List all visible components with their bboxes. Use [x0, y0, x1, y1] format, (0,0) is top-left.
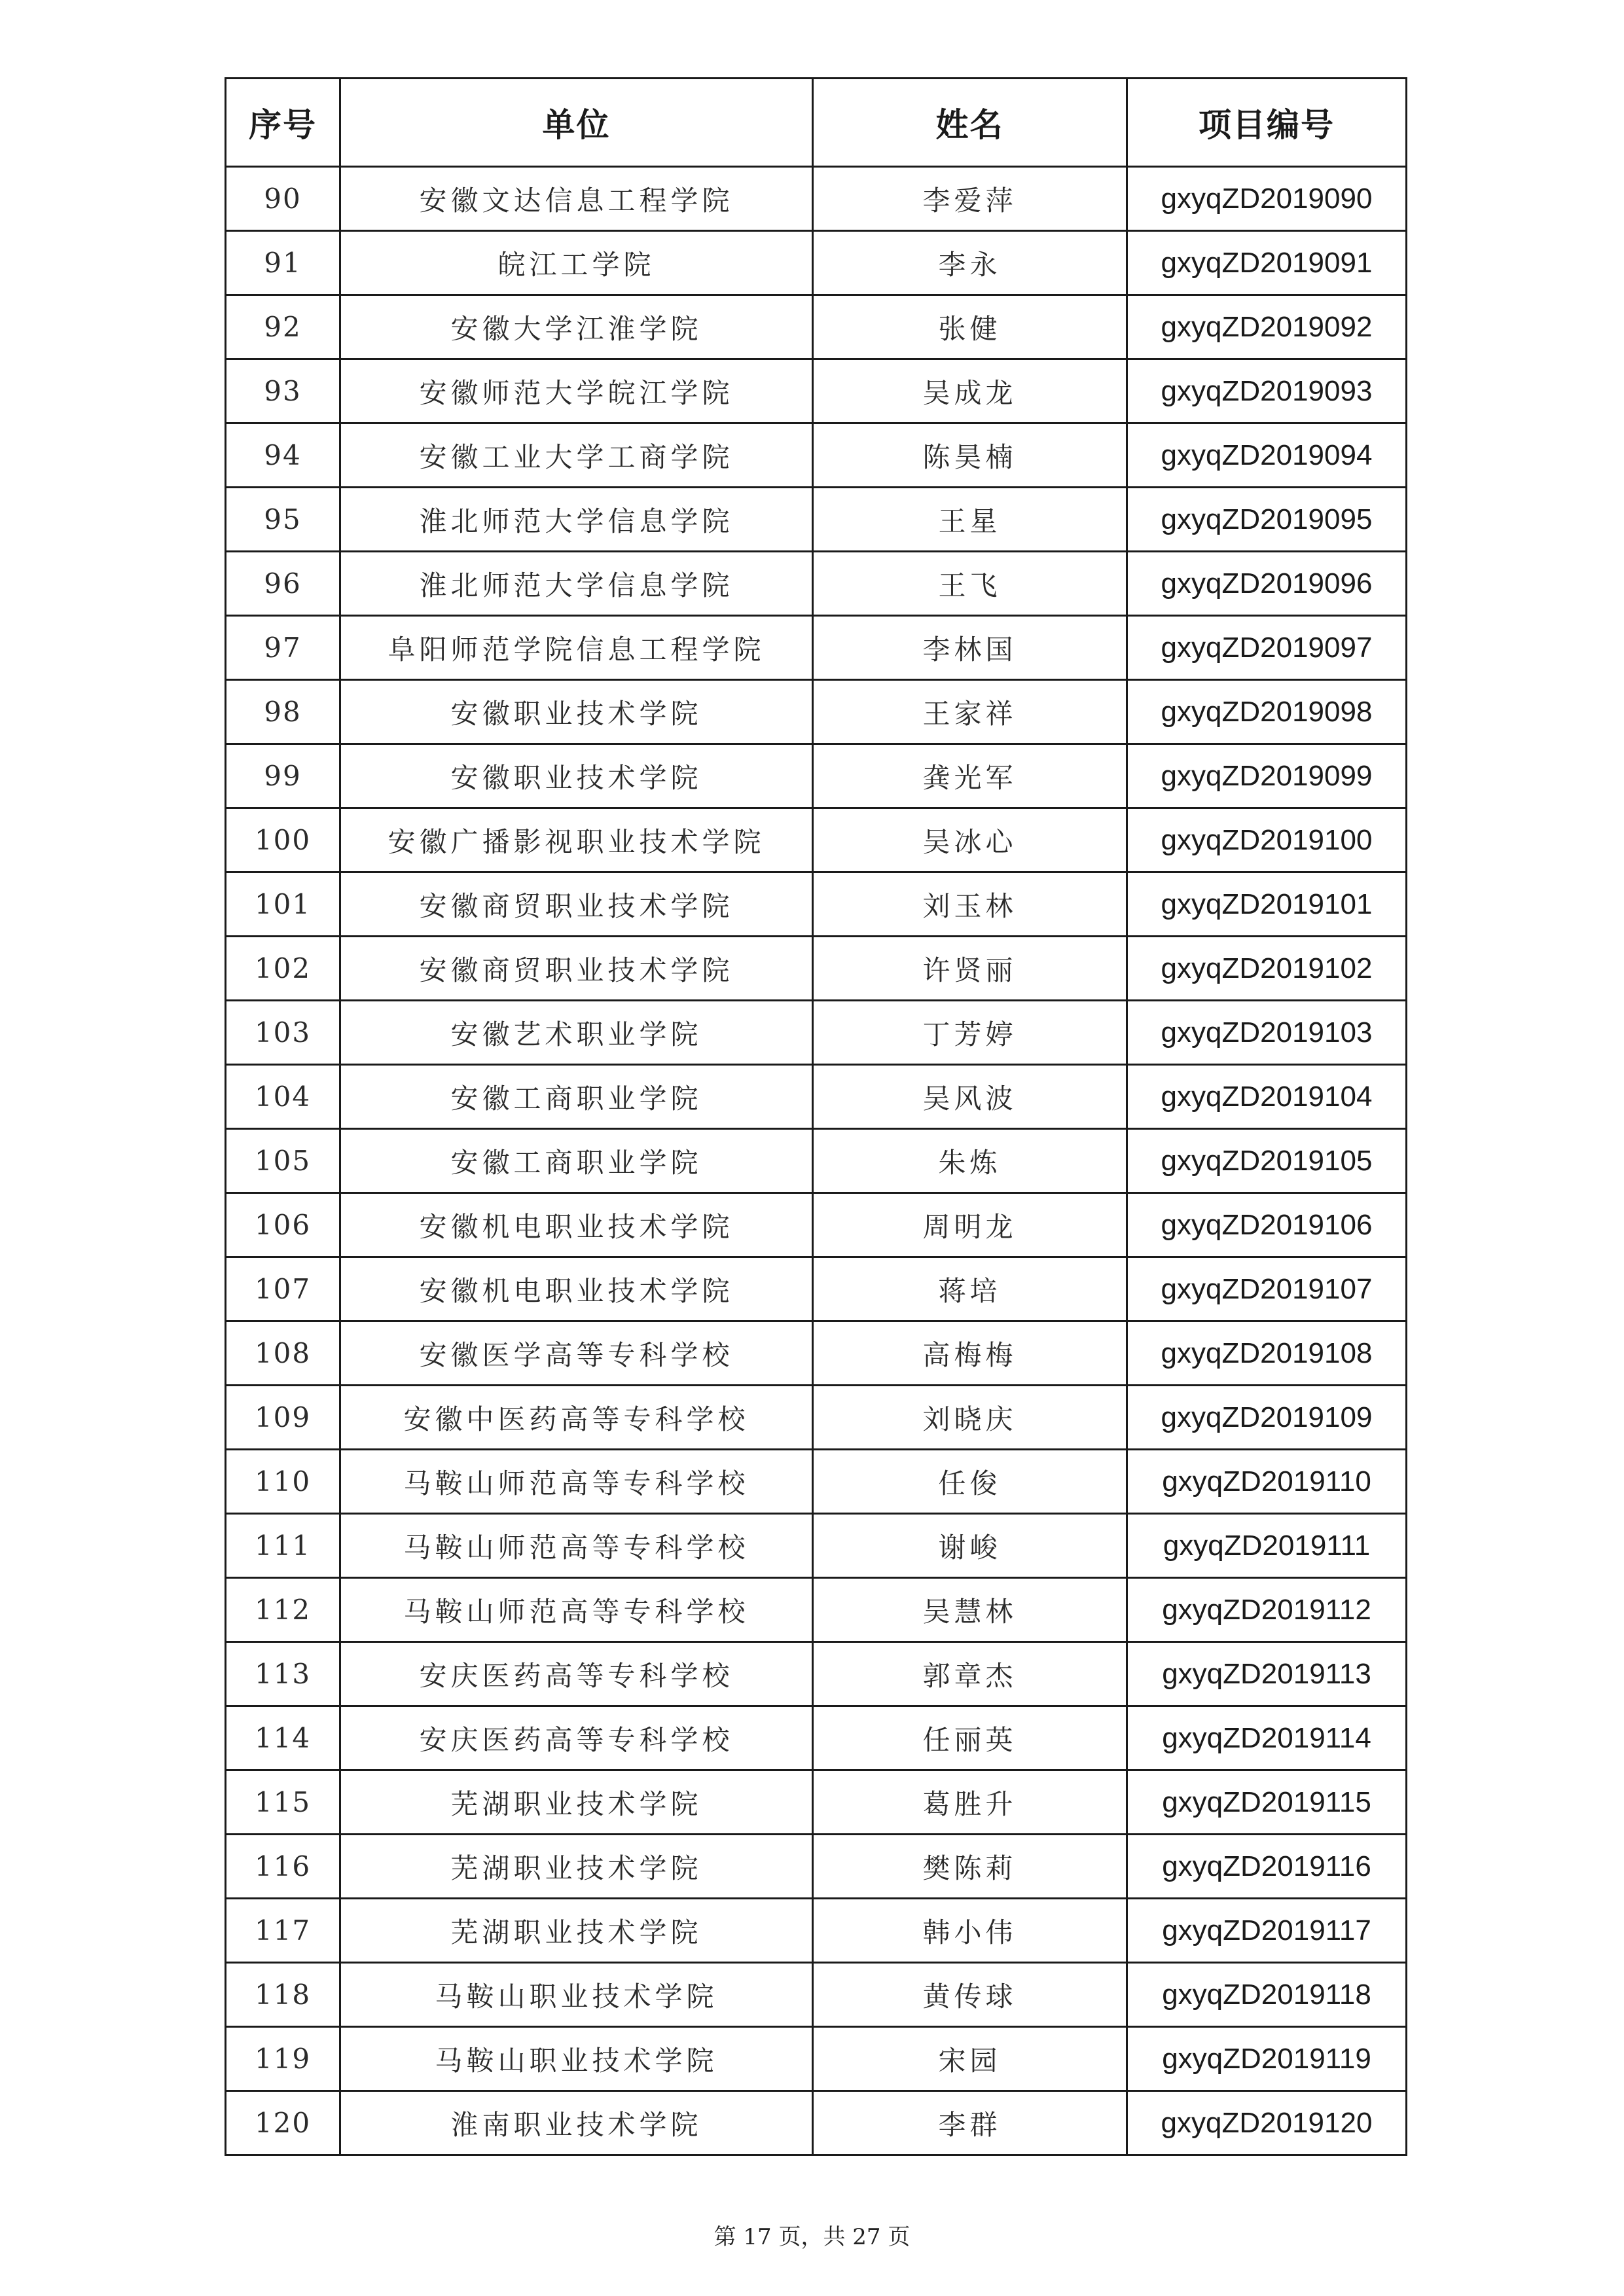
- row-name: 刘玉林: [813, 872, 1127, 937]
- row-unit: 安庆医药高等专科学校: [340, 1706, 813, 1770]
- row-unit: 马鞍山职业技术学院: [340, 2027, 813, 2091]
- row-name: 龚光军: [813, 744, 1127, 808]
- row-unit: 安徽机电职业技术学院: [340, 1193, 813, 1257]
- table-row: [226, 2091, 1407, 2155]
- row-index: 101: [226, 872, 340, 937]
- header-index: 序号: [226, 79, 340, 167]
- table-row: [226, 744, 1407, 808]
- row-unit: 安徽机电职业技术学院: [340, 1257, 813, 1321]
- table-row: [226, 1835, 1407, 1899]
- table-row: [226, 1963, 1407, 2027]
- row-name: 吴慧林: [813, 1578, 1127, 1642]
- row-unit: 安徽商贸职业技术学院: [340, 872, 813, 937]
- row-index: 110: [226, 1450, 340, 1514]
- row-unit: 芜湖职业技术学院: [340, 1835, 813, 1899]
- table-row: [226, 1321, 1407, 1386]
- row-unit: 马鞍山师范高等专科学校: [340, 1578, 813, 1642]
- row-index: 112: [226, 1578, 340, 1642]
- row-name: 许贤丽: [813, 937, 1127, 1001]
- row-unit: 安徽广播影视职业技术学院: [340, 808, 813, 872]
- page-footer: 第 17 页，共 27 页: [713, 2224, 911, 2250]
- table-row: [226, 552, 1407, 616]
- table-row: [226, 1899, 1407, 1963]
- row-unit: 安徽医学高等专科学校: [340, 1321, 813, 1386]
- row-unit: 芜湖职业技术学院: [340, 1899, 813, 1963]
- row-index: 106: [226, 1193, 340, 1257]
- table-row: [226, 872, 1407, 937]
- row-index: 109: [226, 1386, 340, 1450]
- table-row: [226, 1257, 1407, 1321]
- row-name: 蒋培: [813, 1257, 1127, 1321]
- row-project-code: gxyqZD2019110: [1127, 1450, 1407, 1514]
- row-name: 丁芳婷: [813, 1001, 1127, 1065]
- project-list-table: [225, 77, 1407, 2156]
- row-unit: 安徽工业大学工商学院: [340, 423, 813, 488]
- row-name: 王星: [813, 488, 1127, 552]
- row-unit: 安徽职业技术学院: [340, 744, 813, 808]
- row-name: 李林国: [813, 616, 1127, 680]
- row-name: 陈昊楠: [813, 423, 1127, 488]
- table-row: [226, 1065, 1407, 1129]
- row-project-code: gxyqZD2019114: [1127, 1706, 1407, 1770]
- row-project-code: gxyqZD2019100: [1127, 808, 1407, 872]
- row-name: 高梅梅: [813, 1321, 1127, 1386]
- row-name: 黄传球: [813, 1963, 1127, 2027]
- row-project-code: gxyqZD2019113: [1127, 1642, 1407, 1706]
- table-header: [226, 79, 1407, 167]
- row-project-code: gxyqZD2019096: [1127, 552, 1407, 616]
- row-index: 91: [226, 231, 340, 295]
- row-project-code: gxyqZD2019103: [1127, 1001, 1407, 1065]
- row-project-code: gxyqZD2019118: [1127, 1963, 1407, 2027]
- row-project-code: gxyqZD2019093: [1127, 359, 1407, 423]
- table-row: [226, 1642, 1407, 1706]
- row-unit: 安徽文达信息工程学院: [340, 167, 813, 231]
- row-index: 119: [226, 2027, 340, 2091]
- table-row: [226, 423, 1407, 488]
- row-index: 102: [226, 937, 340, 1001]
- row-unit: 马鞍山师范高等专科学校: [340, 1514, 813, 1578]
- row-unit: 安徽大学江淮学院: [340, 295, 813, 359]
- row-index: 98: [226, 680, 340, 744]
- row-project-code: gxyqZD2019105: [1127, 1129, 1407, 1193]
- row-project-code: gxyqZD2019099: [1127, 744, 1407, 808]
- header-row: [226, 79, 1407, 167]
- row-unit: 安徽工商职业学院: [340, 1065, 813, 1129]
- table-row: [226, 1001, 1407, 1065]
- row-project-code: gxyqZD2019106: [1127, 1193, 1407, 1257]
- table-row: [226, 1193, 1407, 1257]
- table-row: [226, 1450, 1407, 1514]
- row-project-code: gxyqZD2019107: [1127, 1257, 1407, 1321]
- row-name: 任丽英: [813, 1706, 1127, 1770]
- row-name: 樊陈莉: [813, 1835, 1127, 1899]
- row-name: 李永: [813, 231, 1127, 295]
- row-name: 宋园: [813, 2027, 1127, 2091]
- row-index: 104: [226, 1065, 340, 1129]
- row-project-code: gxyqZD2019117: [1127, 1899, 1407, 1963]
- row-unit: 安徽中医药高等专科学校: [340, 1386, 813, 1450]
- row-project-code: gxyqZD2019111: [1127, 1514, 1407, 1578]
- row-index: 111: [226, 1514, 340, 1578]
- row-name: 王飞: [813, 552, 1127, 616]
- row-unit: 安徽商贸职业技术学院: [340, 937, 813, 1001]
- row-name: 刘晓庆: [813, 1386, 1127, 1450]
- row-index: 113: [226, 1642, 340, 1706]
- row-unit: 马鞍山师范高等专科学校: [340, 1450, 813, 1514]
- row-unit: 安庆医药高等专科学校: [340, 1642, 813, 1706]
- table-body: [226, 167, 1407, 2155]
- row-index: 108: [226, 1321, 340, 1386]
- table-row: [226, 488, 1407, 552]
- row-name: 韩小伟: [813, 1899, 1127, 1963]
- row-project-code: gxyqZD2019108: [1127, 1321, 1407, 1386]
- row-unit: 安徽艺术职业学院: [340, 1001, 813, 1065]
- table-row: [226, 295, 1407, 359]
- row-project-code: gxyqZD2019092: [1127, 295, 1407, 359]
- row-index: 96: [226, 552, 340, 616]
- row-unit: 芜湖职业技术学院: [340, 1770, 813, 1835]
- row-project-code: gxyqZD2019097: [1127, 616, 1407, 680]
- header-name: 姓名: [813, 79, 1127, 167]
- table-row: [226, 616, 1407, 680]
- row-unit: 阜阳师范学院信息工程学院: [340, 616, 813, 680]
- table-row: [226, 1386, 1407, 1450]
- table-row: [226, 808, 1407, 872]
- row-index: 93: [226, 359, 340, 423]
- row-index: 97: [226, 616, 340, 680]
- row-index: 117: [226, 1899, 340, 1963]
- row-project-code: gxyqZD2019090: [1127, 167, 1407, 231]
- row-name: 周明龙: [813, 1193, 1127, 1257]
- table-row: [226, 231, 1407, 295]
- row-index: 94: [226, 423, 340, 488]
- row-index: 100: [226, 808, 340, 872]
- row-unit: 淮南职业技术学院: [340, 2091, 813, 2155]
- header-code: 项目编号: [1127, 79, 1407, 167]
- project-list-table-container: [225, 77, 1405, 2156]
- row-index: 95: [226, 488, 340, 552]
- table-row: [226, 1770, 1407, 1835]
- row-project-code: gxyqZD2019115: [1127, 1770, 1407, 1835]
- table-row: [226, 167, 1407, 231]
- table-row: [226, 1578, 1407, 1642]
- row-project-code: gxyqZD2019120: [1127, 2091, 1407, 2155]
- row-project-code: gxyqZD2019095: [1127, 488, 1407, 552]
- row-index: 120: [226, 2091, 340, 2155]
- row-name: 葛胜升: [813, 1770, 1127, 1835]
- row-project-code: gxyqZD2019094: [1127, 423, 1407, 488]
- row-project-code: gxyqZD2019104: [1127, 1065, 1407, 1129]
- row-project-code: gxyqZD2019119: [1127, 2027, 1407, 2091]
- row-unit: 淮北师范大学信息学院: [340, 552, 813, 616]
- row-name: 张健: [813, 295, 1127, 359]
- row-unit: 安徽职业技术学院: [340, 680, 813, 744]
- row-index: 118: [226, 1963, 340, 2027]
- row-project-code: gxyqZD2019109: [1127, 1386, 1407, 1450]
- row-name: 任俊: [813, 1450, 1127, 1514]
- table-row: [226, 937, 1407, 1001]
- row-name: 李爱萍: [813, 167, 1127, 231]
- row-name: 王家祥: [813, 680, 1127, 744]
- row-project-code: gxyqZD2019112: [1127, 1578, 1407, 1642]
- table-row: [226, 1129, 1407, 1193]
- row-name: 李群: [813, 2091, 1127, 2155]
- row-unit: 淮北师范大学信息学院: [340, 488, 813, 552]
- row-unit: 马鞍山职业技术学院: [340, 1963, 813, 2027]
- table-row: [226, 1514, 1407, 1578]
- row-index: 114: [226, 1706, 340, 1770]
- row-project-code: gxyqZD2019116: [1127, 1835, 1407, 1899]
- row-project-code: gxyqZD2019101: [1127, 872, 1407, 937]
- row-name: 吴冰心: [813, 808, 1127, 872]
- row-unit: 皖江工学院: [340, 231, 813, 295]
- row-project-code: gxyqZD2019091: [1127, 231, 1407, 295]
- row-index: 92: [226, 295, 340, 359]
- row-unit: 安徽工商职业学院: [340, 1129, 813, 1193]
- row-project-code: gxyqZD2019098: [1127, 680, 1407, 744]
- row-index: 105: [226, 1129, 340, 1193]
- row-name: 谢峻: [813, 1514, 1127, 1578]
- row-name: 吴成龙: [813, 359, 1127, 423]
- row-index: 107: [226, 1257, 340, 1321]
- table-row: [226, 359, 1407, 423]
- row-index: 115: [226, 1770, 340, 1835]
- row-index: 99: [226, 744, 340, 808]
- row-name: 吴风波: [813, 1065, 1127, 1129]
- row-name: 朱炼: [813, 1129, 1127, 1193]
- row-project-code: gxyqZD2019102: [1127, 937, 1407, 1001]
- row-unit: 安徽师范大学皖江学院: [340, 359, 813, 423]
- row-name: 郭章杰: [813, 1642, 1127, 1706]
- header-unit: 单位: [340, 79, 813, 167]
- table-row: [226, 680, 1407, 744]
- table-row: [226, 1706, 1407, 1770]
- table-row: [226, 2027, 1407, 2091]
- row-index: 116: [226, 1835, 340, 1899]
- row-index: 90: [226, 167, 340, 231]
- row-index: 103: [226, 1001, 340, 1065]
